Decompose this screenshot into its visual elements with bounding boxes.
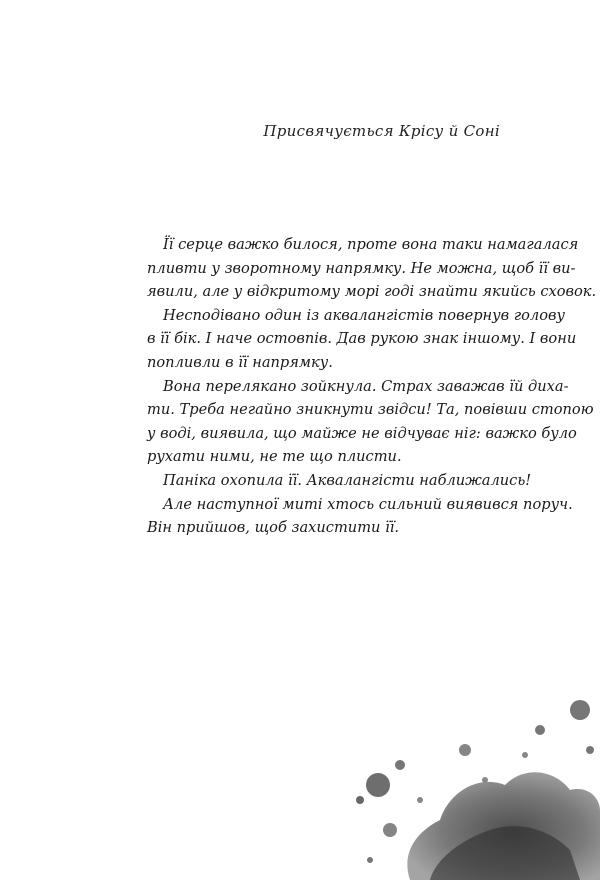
text-line: Її серце важко билося, проте вона таки намагалася: [163, 236, 579, 253]
body-text: [147, 233, 597, 540]
text-line: пливти у зворотному напрямку. Не можна, щоб її ви-: [147, 259, 576, 277]
text-line: рухати ними, не те що плисти.: [147, 448, 402, 466]
text-line: ти. Треба негайно зникнути звідси! Та, повівши стопою: [147, 401, 594, 419]
text-line: Але наступної миті хтось сильний виявився поруч.: [163, 495, 573, 513]
text-line: Він прийшов, щоб захистити її.: [147, 519, 400, 537]
dedication: Присвячується Крісу й Соні: [263, 122, 500, 140]
text-line: Несподівано один із аквалангістів повернув голову: [163, 306, 565, 324]
text-line: Паніка охопила її. Аквалангісти наближались!: [163, 471, 532, 489]
ink-splash-illustration: [340, 680, 600, 880]
text-line: в її бік. І наче остовпів. Дав рукою знак іншому. І вони: [147, 330, 577, 348]
text-line: у воді, виявила, що майже не відчуває ніг: важко було: [147, 424, 577, 442]
text-line: явили, але у відкритому морі годі знайти якийсь сховок.: [147, 283, 597, 301]
text-line: попливли в її напрямку.: [147, 353, 333, 371]
text-line: Вона перелякано зойкнула. Страх заважав їй диха-: [163, 377, 569, 395]
